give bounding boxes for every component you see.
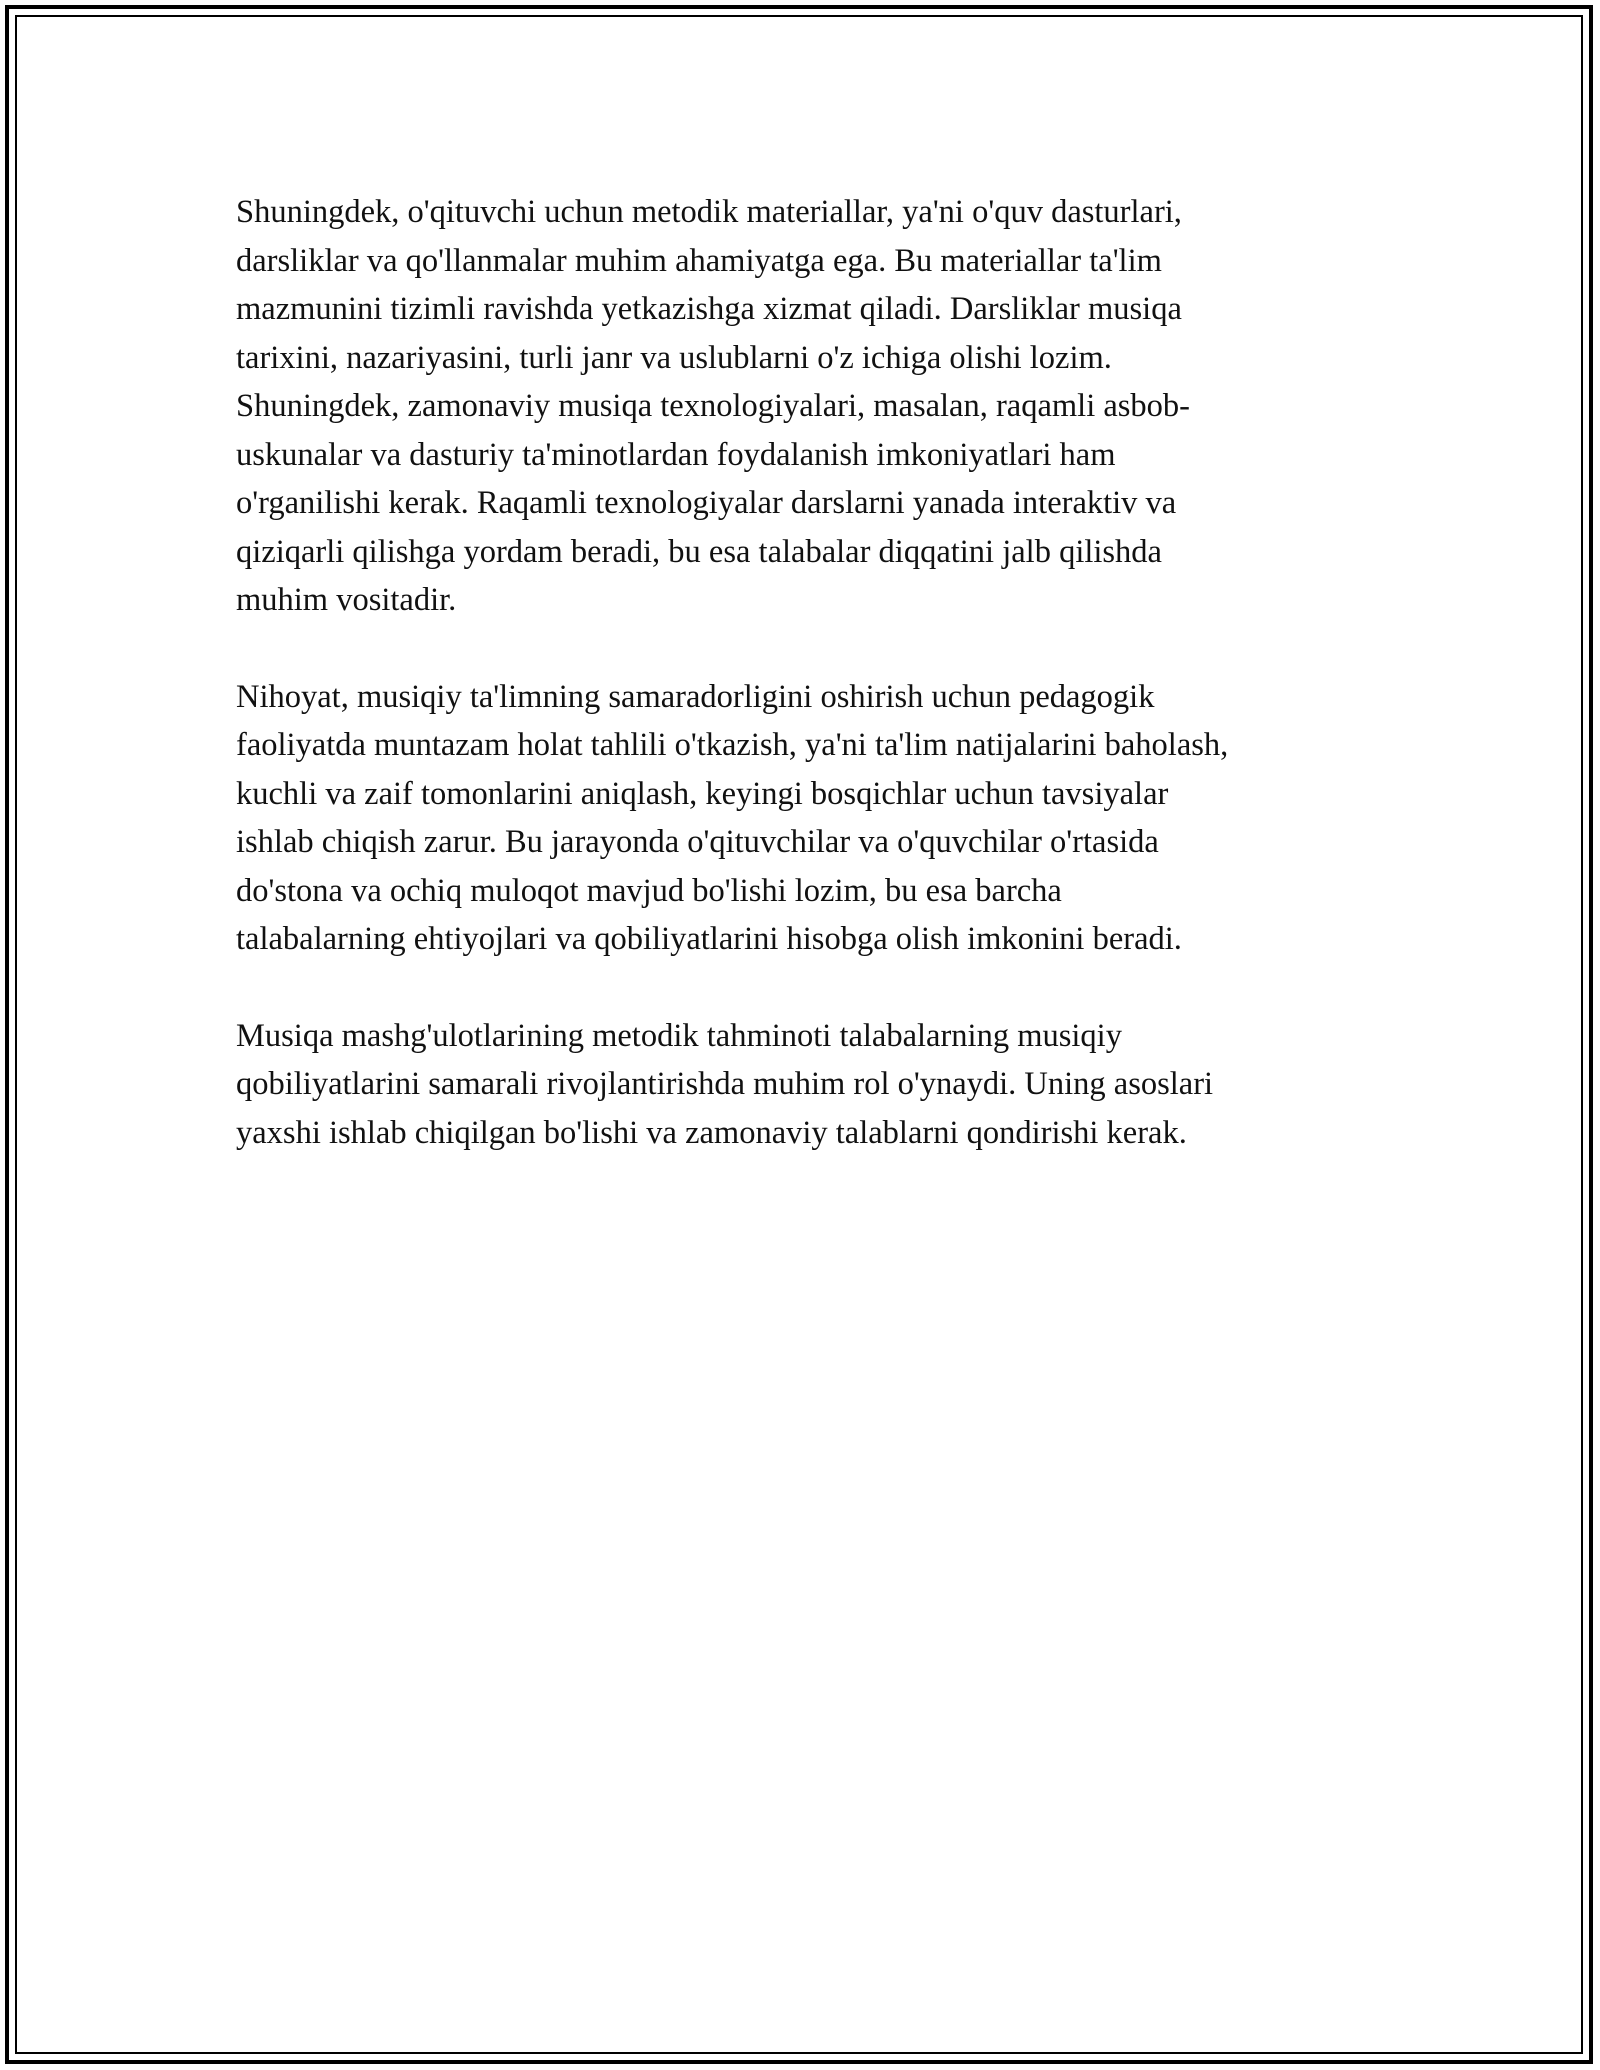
paragraph-holat-tahlili: Nihoyat, musiqiy ta'limning samaradorligini oshirish uchun pedagogik faoliyatda muntazam holat tahlili o'tkazish, ya'ni ta'lim natijalarini baholash, kuchli va zaif tomonlarini aniqlash, keyingi bosqichlar uchun tavsiyalar ishlab chiqish zarur. Bu jarayonda o'qituvchilar va o'quvchilar o'rtasida do'stona va ochiq muloqot mavjud bo'lishi lozim, bu esa barcha talabalarning ehtiyojlari va qobiliyatlarini hisobga olish imkonini beradi. xyxy=(236,678,1229,957)
paragraph-metodik-materiallar: Shuningdek, o'qituvchi uchun metodik materiallar, ya'ni o'quv dasturlari, darsliklar va qo'llanmalar muhim ahamiyatga ega. Bu materiallar ta'lim mazmunini tizimli ravishda yetkazishga xizmat qiladi. Darsliklar musiqa tarixini, nazariyasini, turli janr va uslublarni o'z ichiga olishi lozim. Shuningdek, zamonaviy musiqa texnologiyalari, masalan, raqamli asbob- uskunalar va dasturiy ta'minotlardan foydalanish imkoniyatlari ham o'rganilishi kerak. Raqamli texnologiyalar darslarni yanada interaktiv va qiziqarli qilishga yordam beradi, bu esa talabalar diqqatini jalb qilishda muhim vositadir. xyxy=(236,194,1191,618)
document-body xyxy=(236,188,1376,1205)
paragraph-xulosa: Musiqa mashg'ulotlarining metodik tahminoti talabalarning musiqiy qobiliyatlarini samarali rivojlantirishda muhim rol o'ynaydi. Uning asoslari yaxshi ishlab chiqilgan bo'lishi va zamonaviy talablarni qondirishi kerak. xyxy=(236,1017,1214,1151)
